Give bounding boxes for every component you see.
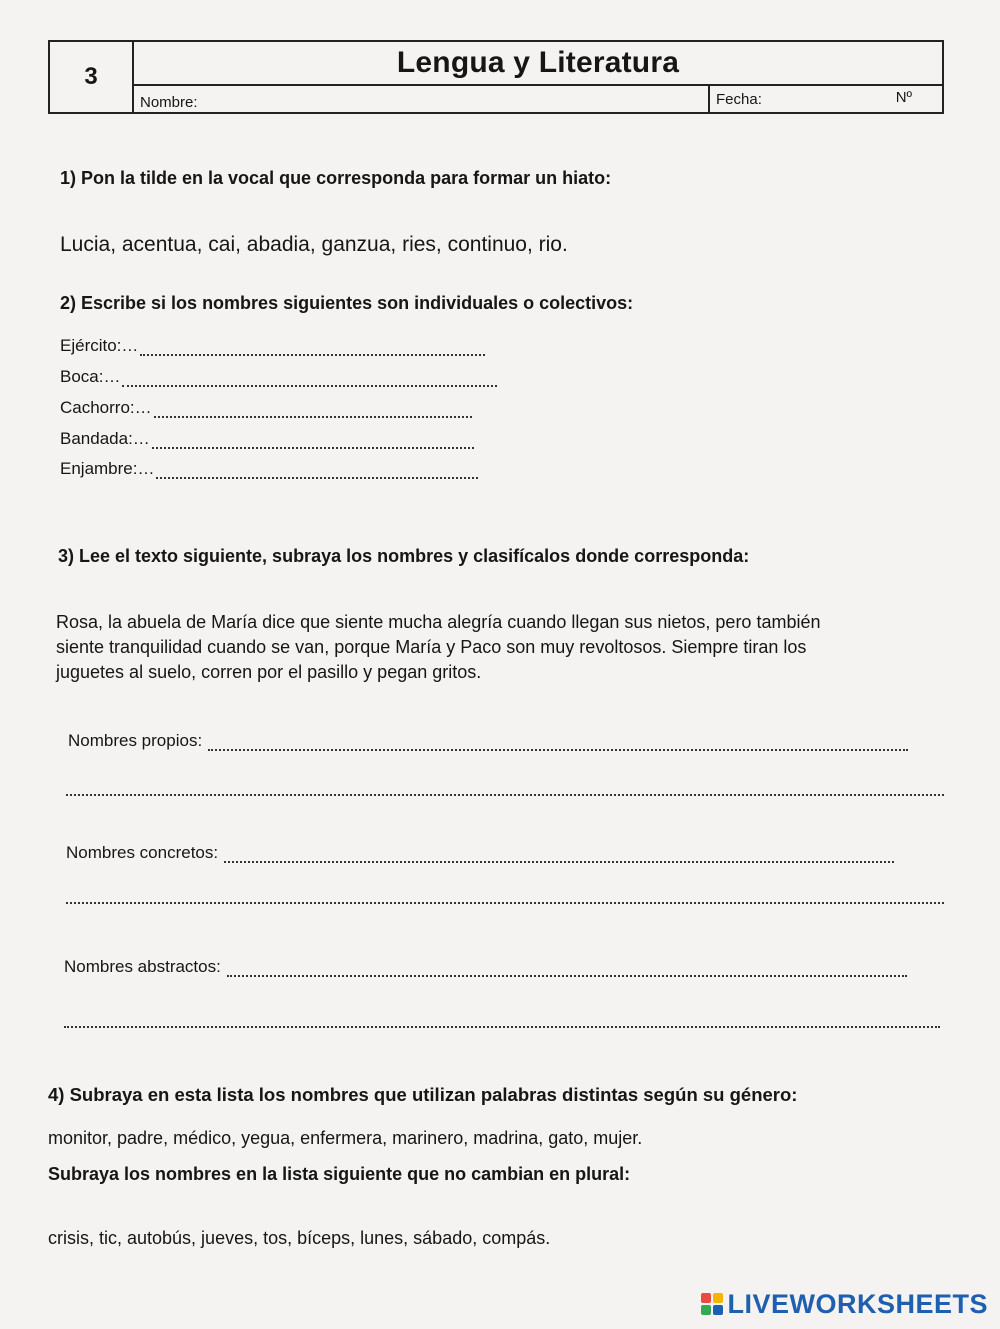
answer-line[interactable] [224,857,894,863]
answer-line-extra [64,1022,940,1028]
logo-mark-icon [701,1293,723,1315]
category-abstractos-label: Nombres abstractos: [64,957,221,976]
category-abstractos [64,957,907,977]
worksheet-number: 3 [50,42,134,112]
item-ejercito-label: Ejército:… [60,336,139,355]
answer-line[interactable] [140,350,485,356]
question-4-subtitle: Subraya los nombres en la lista siguiente que no cambian en plural: [48,1164,631,1184]
answer-line[interactable] [227,971,907,977]
item-bandada-label: Bandada:… [60,429,150,448]
category-propios-label: Nombres propios: [68,731,203,750]
logo-text: LIVEWORKSHEETS [727,1288,988,1319]
question-1-words: Lucia, acentua, cai, abadia, ganzua, ries, continuo, rio. [60,233,568,256]
item-bandada [60,429,474,449]
item-cachorro-label: Cachorro:… [60,398,152,417]
fecha-label: Fecha: [716,91,762,108]
answer-line-extra [66,790,944,796]
answer-line[interactable] [66,898,944,904]
nombre-label: Nombre: [140,94,198,111]
answer-line[interactable] [156,473,478,479]
category-concretos-label: Nombres concretos: [66,843,219,862]
item-boca [60,367,497,387]
header-fields-row [134,84,942,112]
text-line: Rosa, la abuela de María dice que siente mucha alegría cuando llegan sus nietos, pero también [56,612,821,632]
question-4-words: monitor, padre, médico, yegua, enfermera, marinero, madrina, gato, mujer. [48,1128,643,1148]
liveworksheets-logo [701,1287,988,1321]
answer-line[interactable] [208,745,908,751]
question-3-text [56,610,820,685]
item-cachorro [60,398,472,418]
item-ejercito [60,336,485,356]
item-boca-label: Boca:… [60,367,121,386]
question-4-title: 4) Subraya en esta lista los nombres que utilizan palabras distintas según su género: [48,1084,798,1105]
question-4-words-2: crisis, tic, autobús, jueves, tos, bíceps, lunes, sábado, compás. [48,1228,551,1248]
answer-line[interactable] [152,443,474,449]
item-enjambre-label: Enjambre:… [60,459,155,478]
answer-line[interactable] [122,381,497,387]
category-propios [68,731,908,751]
question-2-title: 2) Escribe si los nombres siguientes son individuales o colectivos: [60,293,634,313]
question-1-title: 1) Pon la tilde en la vocal que corresponda para formar un hiato: [60,168,612,188]
answer-line-extra [66,898,944,904]
fecha-cell [708,86,942,112]
question-3-title: 3) Lee el texto siguiente, subraya los nombres y clasifícalos donde corresponda: [58,546,750,566]
worksheet-title: Lengua y Literatura [396,46,680,79]
category-concretos [66,843,894,863]
answer-line[interactable] [64,1022,940,1028]
answer-line[interactable] [66,790,944,796]
text-line: juguetes al suelo, corren por el pasillo y pegan gritos. [56,662,482,682]
text-line: siente tranquilidad cuando se van, porque María y Paco son muy revoltosos. Siempre tiran los [56,637,807,657]
item-enjambre [60,459,478,479]
header-box [48,40,944,114]
answer-line[interactable] [154,412,472,418]
numero-label: Nº [895,89,912,106]
